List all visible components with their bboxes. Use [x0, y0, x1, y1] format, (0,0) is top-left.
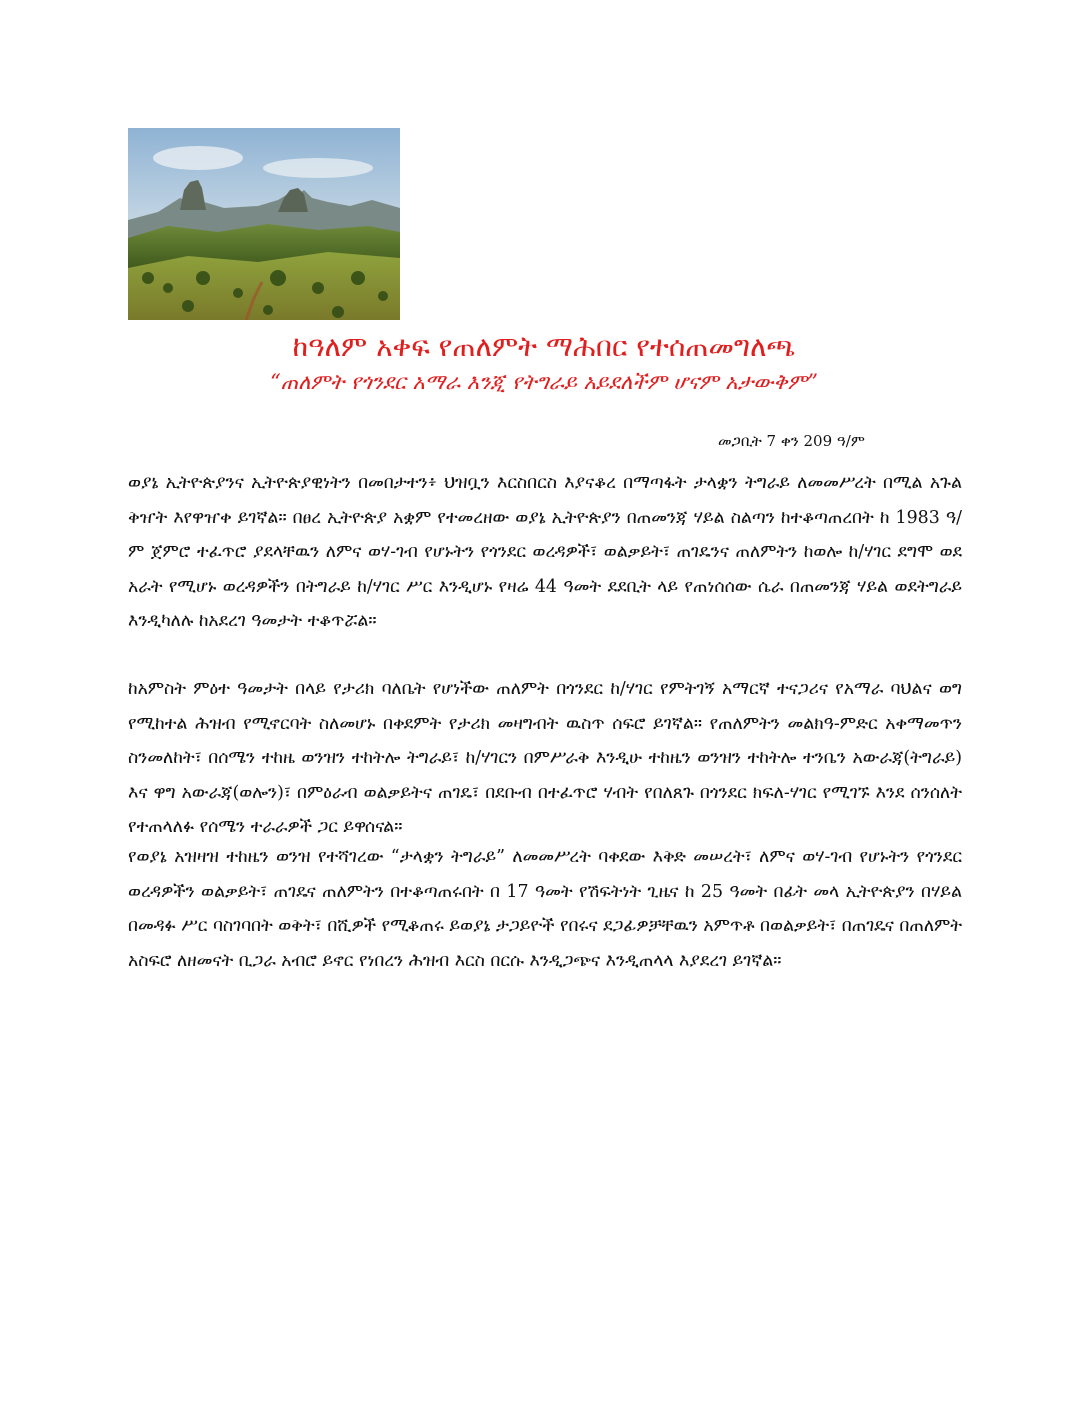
body-paragraph-1: ወያኔ ኢትዮጵያንና ኢትዮጵያዊነትን በመበታተን፥ ህዝቧን እርስበርስ እያናቆረ በማጣፋት ታላቋን ትግራይ ለመመሥረት በሚል አጉል ቅዠት እየዋዠቀ ይገኛል። በፀረ ኢትዮጵያ አቋም የተመረዘው ወያኔ ኢትዮጵያን በጠመንጃ ሃይል ስልጣን ከተቆጣጠረበት ከ 1983 ዓ/ም ጀምሮ ተፈጥሮ ያደላቸዉን ለምና ወሃ-ገብ የሆኑትን የጎንደር ወረዳዎች፣ ወልቃይት፣ ጠገዴንና ጠለምትን ከወሎ ከ/ሃገር ደግሞ ወደ አራት የሚሆኑ ወረዳዎችን በትግራይ ከ/ሃገር ሥር እንዲሆኑ የዛሬ 44 ዓመት ደደቢት ላይ የጠነሰሰው ሴራ በጠመንጃ ሃይል ወደትግራይ እንዲካለሉ ከአደረገ ዓመታት ተቆጥሯል።: [128, 473, 962, 631]
page-title: ከዓለም አቀፍ የጠለምት ማሕበር የተሰጠመግለጫ: [292, 330, 796, 363]
page-subtitle: “ጠለምት የጎንደር አማራ እንጂ የትግራይ አይደለችም ሆናም አታውቅም”: [270, 370, 818, 394]
landscape-photo: [128, 128, 400, 320]
body-paragraph-2: ከአምስት ምዕተ ዓመታት በላይ የታሪክ ባለቤት የሆነችው ጠለምት በጎንደር ከ/ሃገር የምትገኝ አማርኛ ተናጋሪና የአማራ ባህልና ወግ የሚከተል ሕዝብ የሚኖርባት ስለመሆኑ በቀደምት የታሪክ መዛግብት ዉስጥ ሰፍሮ ይገኛል። የጠለምትን መልክዓ-ምድር አቀማመጥን ስንመለከት፣ በሰሜን ተከዜ ወንዝን ተከትሎ ትግራይ፣ ከ/ሃገርን በምሥራቅ እንዲሁ ተከዜን ወንዝን ተከትሎ ተንቤን አውራጃ(ትግራይ) እና ዋግ አውራጃ(ወሎን)፣ በምዕራብ ወልቃይትና ጠገዴ፣ በደቡብ በተፈጥሮ ሃብት የበለጸጉ በጎንደር ክፍለ-ሃገር የሚገኙ እንደ ሰንሰለት የተጠላለፉ የሰሜን ተራራዎች ጋር ይዋሰናል።: [128, 679, 962, 837]
body-paragraph-3: የወያኔ አዝዛዝ ተከዜን ወንዝ የተሻገረው “ታላቋን ትግራይ” ለመመሥረት ባቀደው እቅድ መሠረት፣ ለምና ወሃ-ገብ የሆኑትን የጎንደር ወረዳዎችን ወልቃይት፣ ጠገዴና ጠለምትን በተቆጣጠሩበት በ 17 ዓመት የሽፍትነት ጊዜና ከ 25 ዓመት በፊት መላ ኢትዮጵያን በሃይል በመዳፉ ሥር ባስገባበት ወቅት፣ በሺዎች የሚቆጠሩ ይወያኔ ታጋይዮች የበሩና ደጋፊዎቻቸዉን አምጥቶ በወልቃይት፣ በጠገዴና በጠለምት አስፍሮ ለዘመናት ቢጋራ አብሮ ይኖር የነበረን ሕዝብ እርስ በርሱ እንዲጋጭና እንዲጠላላ እያደረገ ይገኛል።: [128, 847, 962, 971]
date-line: መጋቢት 7 ቀን 209 ዓ/ም: [718, 432, 865, 450]
